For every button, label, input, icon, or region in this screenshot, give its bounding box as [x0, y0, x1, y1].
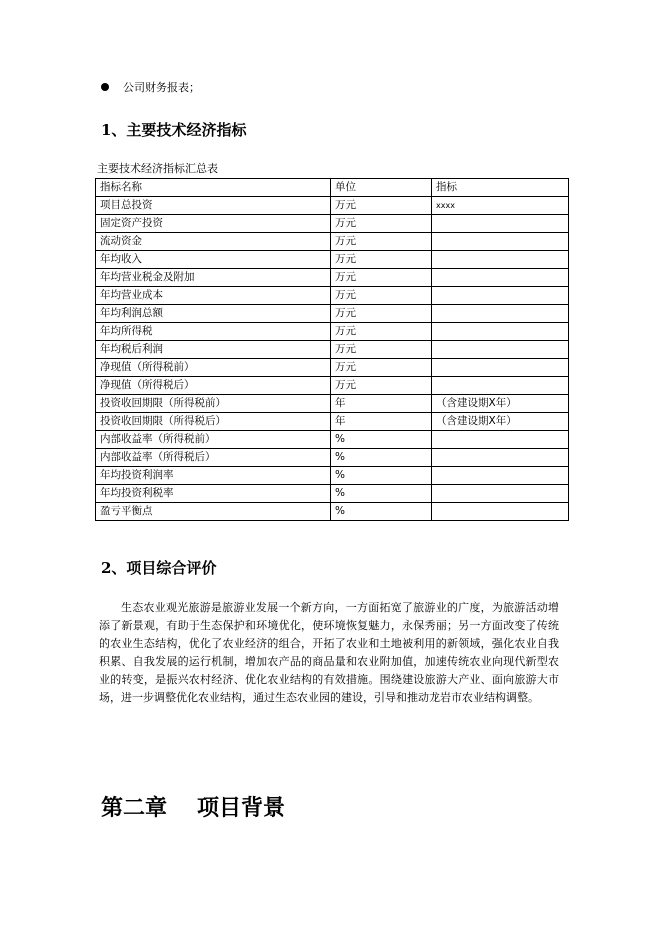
table-row	[96, 377, 569, 395]
unit-cell: 万元	[331, 251, 432, 269]
indicator-name-cell: 年均投资利税率	[96, 485, 331, 503]
value-cell	[432, 323, 569, 341]
value-cell: （含建设期X年）	[432, 395, 569, 413]
unit-cell: 万元	[331, 215, 432, 233]
unit-cell: 万元	[331, 287, 432, 305]
table-row	[96, 449, 569, 467]
value-cell	[432, 449, 569, 467]
table-row	[96, 413, 569, 431]
indicator-name-cell: 年均税后利润	[96, 341, 331, 359]
table-row	[96, 323, 569, 341]
indicator-name-cell: 年均收入	[96, 251, 331, 269]
value-cell: （含建设期X年）	[432, 413, 569, 431]
indicator-name-cell: 年均营业成本	[96, 287, 331, 305]
table-row	[96, 395, 569, 413]
table-header-row	[96, 179, 569, 197]
indicator-name-cell: 年均所得税	[96, 323, 331, 341]
unit-cell: %	[331, 485, 432, 503]
header-cell-name: 指标名称	[96, 179, 331, 197]
table-caption: 主要技术经济指标汇总表	[97, 162, 218, 175]
unit-cell: 万元	[331, 269, 432, 287]
unit-cell: %	[331, 449, 432, 467]
indicator-name-cell: 内部收益率（所得税后）	[96, 449, 331, 467]
table-row	[96, 341, 569, 359]
chapter-heading	[101, 793, 285, 823]
value-cell	[432, 269, 569, 287]
value-cell	[432, 377, 569, 395]
table-row	[96, 269, 569, 287]
value-cell	[432, 485, 569, 503]
header-cell-unit: 单位	[331, 179, 432, 197]
table-row	[96, 359, 569, 377]
value-cell	[432, 359, 569, 377]
bullet-dot-icon	[101, 83, 109, 91]
table-row	[96, 233, 569, 251]
value-cell	[432, 251, 569, 269]
indicator-name-cell: 投资收回期限（所得税前）	[96, 395, 331, 413]
value-cell	[432, 503, 569, 521]
indicator-name-cell: 净现值（所得税后）	[96, 377, 331, 395]
indicator-name-cell: 项目总投资	[96, 197, 331, 215]
unit-cell: 年	[331, 395, 432, 413]
value-cell	[432, 431, 569, 449]
table-row	[96, 287, 569, 305]
indicator-name-cell: 年均利润总额	[96, 305, 331, 323]
table-row	[96, 431, 569, 449]
unit-cell: %	[331, 431, 432, 449]
indicator-name-cell: 年均营业税金及附加	[96, 269, 331, 287]
indicator-name-cell: 流动资金	[96, 233, 331, 251]
unit-cell: %	[331, 467, 432, 485]
unit-cell: 万元	[331, 323, 432, 341]
table-row	[96, 215, 569, 233]
chapter-number: 第二章	[101, 795, 168, 821]
indicator-name-cell: 投资收回期限（所得税后）	[96, 413, 331, 431]
value-cell	[432, 287, 569, 305]
value-cell	[432, 233, 569, 251]
bullet-item-text: 公司财务报表；	[123, 81, 200, 94]
value-cell	[432, 215, 569, 233]
indicator-summary-table	[95, 178, 569, 521]
indicator-name-cell: 固定资产投资	[96, 215, 331, 233]
table-row	[96, 467, 569, 485]
value-cell	[432, 305, 569, 323]
indicator-name-cell: 净现值（所得税前）	[96, 359, 331, 377]
unit-cell: 万元	[331, 359, 432, 377]
chapter-title: 项目背景	[197, 795, 286, 821]
unit-cell: %	[331, 503, 432, 521]
bullet-list-item	[101, 80, 200, 96]
section-1-heading: 1、主要技术经济指标	[101, 121, 247, 139]
indicator-name-cell: 内部收益率（所得税前）	[96, 431, 331, 449]
evaluation-paragraph: 生态农业观光旅游是旅游业发展一个新方向，一方面拓宽了旅游业的广度，为旅游活动增添了新景观，有助于生态保护和环境优化，使环境恢复魅力，永保秀丽；另一方面改变了传统的农业生态结构，优化了农业经济的组合，开拓了农业和土地被利用的新领域，强化农业自我积累、自我发展的运行机制，增加农产品的商品量和农业附加值，加速传统农业向现代新型农业的转变，是振兴农村经济、优化农业结构的有效措施。围绕建设旅游大产业、面向旅游大市场，进一步调整优化农业结构，通过生态农业园的建设，引导和推动龙岩市农业结构调整。	[99, 601, 559, 704]
unit-cell: 万元	[331, 305, 432, 323]
table-row	[96, 485, 569, 503]
unit-cell: 万元	[331, 377, 432, 395]
value-cell	[432, 467, 569, 485]
table-row	[96, 197, 569, 215]
table-row	[96, 305, 569, 323]
unit-cell: 万元	[331, 233, 432, 251]
unit-cell: 年	[331, 413, 432, 431]
value-cell: xxxx	[432, 197, 569, 215]
unit-cell: 万元	[331, 197, 432, 215]
indicator-name-cell: 盈亏平衡点	[96, 503, 331, 521]
table-row	[96, 503, 569, 521]
unit-cell: 万元	[331, 341, 432, 359]
table-row	[96, 251, 569, 269]
value-cell	[432, 341, 569, 359]
indicator-name-cell: 年均投资利润率	[96, 467, 331, 485]
section-2-heading: 2、项目综合评价	[101, 559, 217, 577]
header-cell-value: 指标	[432, 179, 569, 197]
